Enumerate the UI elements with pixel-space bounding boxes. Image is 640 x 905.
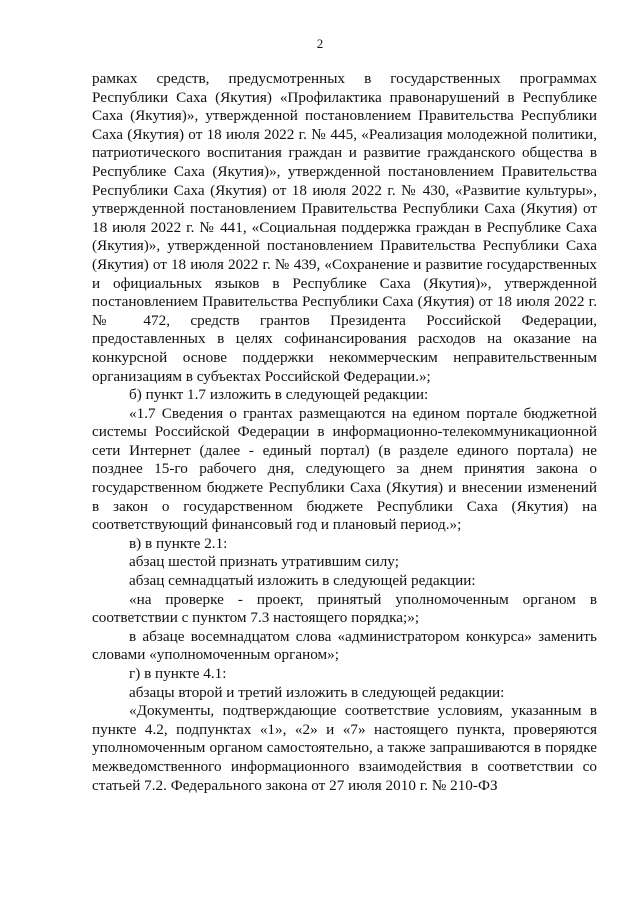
paragraph-item-b: б) пункт 1.7 изложить в следующей редакции: [129,386,429,404]
page-number: 2 [316,36,324,51]
paragraph-item-v: в) в пункте 2.1: [129,534,228,552]
document-body [92,70,597,795]
paragraph-second-third: абзацы второй и третий изложить в следующей редакции: [129,683,505,701]
paragraph-clause-1-7: «1.7 Сведения о грантах размещаются на едином портале бюджетной системы Российской Федерации в информационно-телекоммуникационной сети Интернет (далее - единый портал) (в разделе единого портала) не позднее 15-го рабочего дня, следующего за днем принятия закона о государственном бюджете Республики Саха (Якутия) и внесении изменений в закон о государственном бюджете Республики Саха (Якутия) на соответствующий финансовый год и плановый период.»; [92,404,597,534]
paragraph-programs-list: рамках средств, предусмотренных в государственных программах Республики Саха (Якутия) «Профилактика правонарушений в Республике Саха (Якутия)», утвержденной постановлением Правительства Республики Саха (Якутия) от 18 июля 2022 г. № 445, «Реализация молодежной политики, патриотического воспитания граждан и развитие гражданского общества в Республике Саха (Якутия)», утвержденной постановлением Правительства Республики Саха (Якутия) от 18 июля 2022 г. № 430, «Развитие культуры», утвержденной постановлением Правительства Республики Саха (Якутия) от 18 июля 2022 г. № 441, «Социальная поддержка граждан в Республике Саха (Якутия)», утвержденной постановлением Правительства Республики Саха (Якутия) от 18 июля 2022 г. № 439, «Сохранение и развитие государственных и официальных языков в Республике Саха (Якутия)», утвержденной постановлением Правительства Республики Саха (Якутия) от 18 июля 2022 г. № 472, средств грантов Президента Российской Федерации, предоставленных в целях софинансирования расходов на оказание на конкурсной основе поддержки некоммерческим неправительственным организациям в субъектах Российской Федерации.»; [92,70,597,385]
paragraph-seventeenth-abzac: абзац семнадцатый изложить в следующей редакции: [129,572,476,590]
paragraph-item-g: г) в пункте 4.1: [129,665,227,682]
paragraph-on-review: «на проверке - проект, принятый уполномоченным органом в соответствии с пунктом 7.3 настоящего порядка;»; [92,590,597,627]
paragraph-eighteenth-abzac: в абзаце восемнадцатом слова «администратором конкурса» заменить словами «уполномоченным органом»; [92,627,597,664]
paragraph-documents: «Документы, подтверждающие соответствие условиям, указанным в пункте 4.2, подпунктах «1», «2» и «7» настоящего пункта, проверяются уполномоченным органом самостоятельно, а также запрашиваются в порядке межведомственного информационного взаимодействия в соответствии со статьей 7.2. Федерального закона от 27 июля 2010 г. № 210-ФЗ [92,702,597,794]
paragraph-sixth-abzac: абзац шестой признать утратившим силу; [129,553,399,571]
